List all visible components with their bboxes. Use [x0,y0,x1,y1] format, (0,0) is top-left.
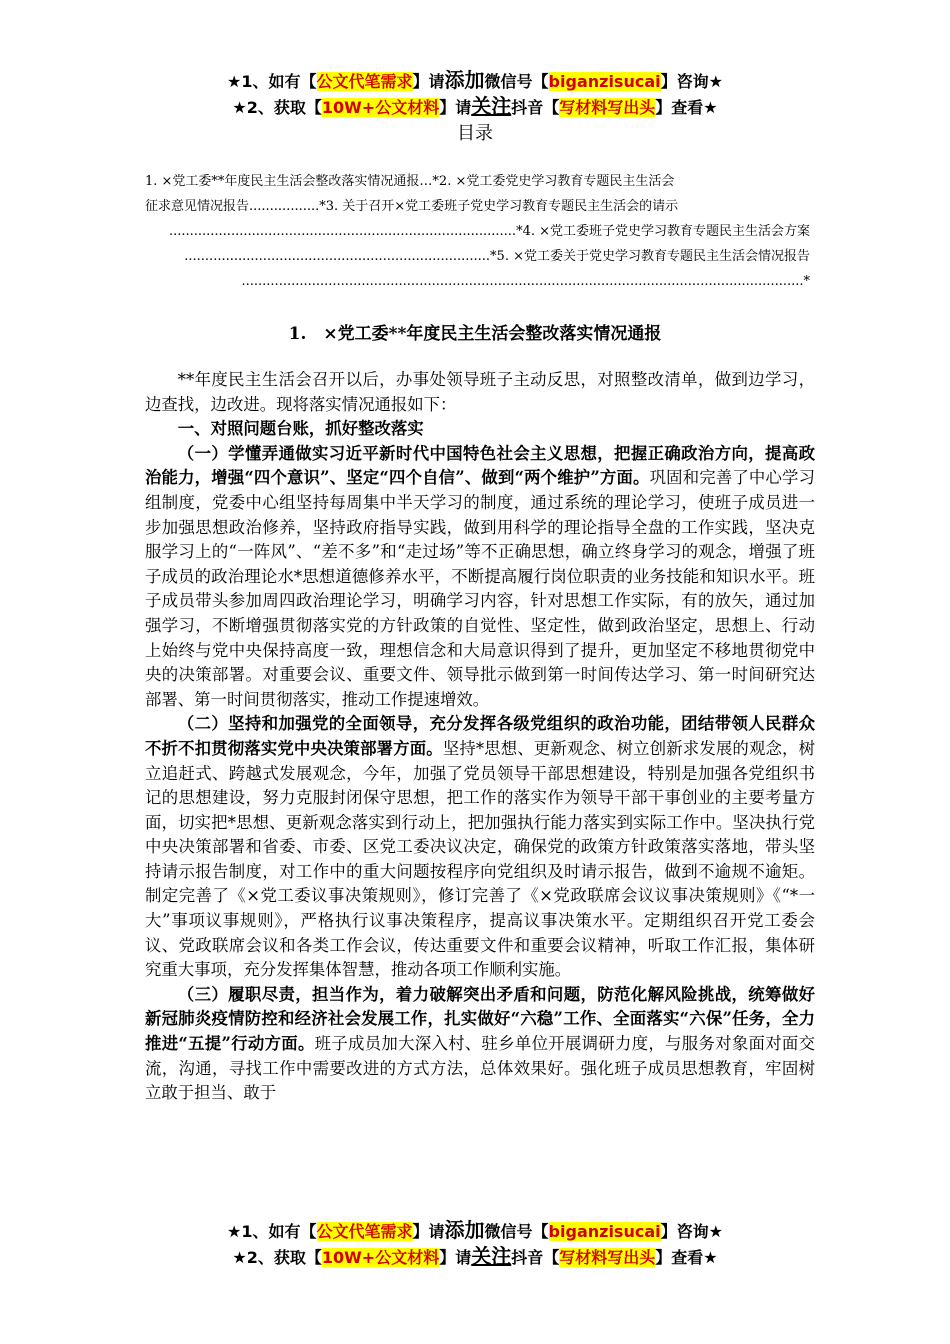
banner-emphasis: 添加 [444,68,485,92]
body-paragraph [145,712,815,983]
banner-highlight: 10W+公文材料 [321,98,440,117]
toc-entry[interactable]: 征求意见情况报告.................*3. 关于召开×党工委班子党史学习教育专题民主生活会的请示 [145,199,679,214]
banner-highlight: 公文代笔需求 [316,1222,413,1241]
paragraph-text: 坚持*思想、更新观念、树立创新求发展的观念，树立追赶式、跨越式发展观念，今年，加强了党员领导干部思想建设，特别是加强各党组织书记的思想建设，努力克服封闭保守思想，把工作的落实作为领导干部干事创业的主要考量方面，切实把*思想、更新观念落实到行动上，把加强执行能力落实到实际工作中。坚决执行党中央决策部署和省委、市委、区党工委决议决定，确保党的政策方针政策落实落地，带头坚持请示报告制度，对工作中的重大问题按程序向党组织及时请示报告，做到不逾规不逾矩。制定完善了《×党工委议事决策规则》，修订完善了《×党政联席会议议事决策规则》《“*一大”事项议事规则》，严格执行议事决策程序，提高议事决策水平。定期组织召开党工委会议、党政联席会议和各类工作会议，传达重要文件和重要会议精神，听取工作汇报，集体研究重大事项，充分发挥集体智慧，推动各项工作顺利实施。 [145,738,815,980]
promo-banner-bottom-line1 [0,1219,950,1243]
promo-banner-bottom-line2 [0,1245,950,1269]
banner-suffix: 】查看★ [655,1248,718,1267]
document-title: 1. ×党工委**年度民主生活会整改落实情况通报 [288,324,662,344]
section-heading: 一、对照问题台账，抓好整改落实 [177,419,424,439]
paragraph-lead: （一）学懂弄通做实习近平新时代中国特色社会主义思想，把握正确政治方向，提高政治能力，增强“四个意识”、坚定“四个自信”、做到“两个维护”方面。 [145,443,815,488]
body-paragraph [145,442,815,713]
banner-highlight: 10W+公文材料 [321,1248,440,1267]
toc-entry[interactable]: ........................................................................................................................................* [241,274,810,289]
banner-text: 】请 [412,72,445,91]
banner-prefix: ★2、获取【 [232,98,322,117]
banner-text: 微信号【 [484,1222,549,1241]
banner-wechat-id: biganzisucai [548,72,661,91]
banner-prefix: ★1、如有【 [227,72,317,91]
banner-wechat-id: biganzisucai [548,1222,661,1241]
banner-highlight: 公文代笔需求 [316,72,413,91]
paragraph-lead: （三）履职尽责，担当作为，着力破解突出矛盾和问题，防范化解风险挑战，统筹做好新冠肺炎疫情防控和经济社会发展工作，扎实做好“六稳”工作、全面落实“六保”任务，全力推进“五提”行动方面。 [145,984,815,1054]
toc-entry[interactable]: 1. ×党工委**年度民主生活会整改落实情况通报…*2. ×党工委党史学习教育专题民主生活会 [145,174,675,189]
banner-text: 】请 [412,1222,445,1241]
banner-text: 抖音【 [511,98,560,117]
toc-entry[interactable]: ....................................................................................*4. ×党工委班子党史学习教育专题民主生活会方案 [168,224,810,239]
banner-emphasis: 关注 [471,1244,512,1268]
banner-text: 抖音【 [511,1248,560,1267]
banner-suffix: 】查看★ [655,98,718,117]
intro-paragraph: **年度民主生活会召开以后，办事处领导班子主动反思，对照整改清单，做到边学习，边查找，边改进。现将落实情况通报如下： [145,370,815,414]
document-body [145,368,815,1106]
paragraph-text: 班子成员加大深入村、驻乡单位开展调研力度，与服务对象面对面交流，沟通，寻找工作中需要改进的方式方法，总体效果好。强化班子成员思想教育，牢固树立敢于担当、敢于 [145,1034,816,1103]
banner-emphasis: 添加 [444,1218,485,1242]
promo-banner-top-line1 [0,69,950,93]
table-of-contents [145,169,810,294]
banner-prefix: ★1、如有【 [227,1222,317,1241]
banner-suffix: 】咨询★ [660,72,723,91]
banner-douyin-id: 写材料写出头 [559,1248,656,1267]
toc-title: 目录 [457,123,493,144]
toc-entry[interactable]: ..........................................................................*5. ×党工委关于党史学习教育专题民主生活会情况报告 [184,249,810,264]
banner-emphasis: 关注 [471,94,512,118]
promo-banner-top-line2 [0,95,950,119]
body-paragraph [145,983,815,1106]
banner-text: 】请 [439,98,472,117]
paragraph-text: 巩固和完善了中心学习组制度，党委中心组坚持每周集中半天学习的制度，通过系统的理论学习，使班子成员进一步加强思想政治修养，坚持政府指导实践，做到用科学的理论指导全盘的工作实践，坚决克服学习上的“一阵风”、“差不多”和“走过场”等不正确思想，确立终身学习的观念，增强了班子成员的政治理论水*思想道德修养水平，不断提高履行岗位职责的业务技能和知识水平。班子成员带头参加周四政治理论学习，明确学习内容，针对思想工作实际，有的放矢，通过加强学习，不断增强贯彻落实党的方针政策的自觉性、坚定性，做到政治坚定，思想上、行动上始终与党中央保持高度一致，理想信念和大局意识得到了提升，更加坚定不移地贯彻党中央的决策部署。对重要会议、重要文件、领导批示做到第一时间传达学习、第一时间研究达部署、第一时间贯彻落实，推动工作提速增效。 [145,468,815,709]
banner-prefix: ★2、获取【 [232,1248,322,1267]
banner-text: 微信号【 [484,72,549,91]
paragraph-lead: （二）坚持和加强党的全面领导，充分发挥各级党组织的政治功能，团结带领人民群众不折不扣贯彻落实党中央决策部署方面。 [145,714,815,758]
banner-text: 】请 [439,1248,472,1267]
banner-suffix: 】咨询★ [660,1222,723,1241]
banner-douyin-id: 写材料写出头 [559,98,656,117]
